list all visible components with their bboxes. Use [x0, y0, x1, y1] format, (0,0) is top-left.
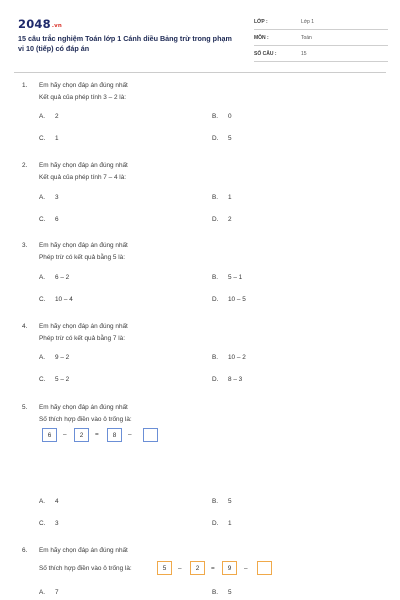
number-box: 5	[157, 561, 172, 575]
option-text: 1	[55, 135, 59, 142]
equals-sign: =	[211, 565, 215, 572]
option-letter: C.	[39, 376, 46, 383]
meta-label: LỚP :	[254, 19, 268, 25]
question-prompt: Em hãy chọn đáp án đúng nhất	[39, 323, 128, 330]
number-box: 9	[222, 561, 237, 575]
option-text: 8 – 3	[228, 376, 243, 383]
question-number: 4.	[22, 323, 28, 330]
meta-label: SỐ CÂU :	[254, 51, 277, 57]
option-letter: C.	[39, 135, 46, 142]
option-letter: B.	[212, 113, 219, 120]
option-text: 3	[55, 194, 59, 201]
number-box: 2	[74, 428, 89, 442]
option-letter: D.	[212, 296, 219, 303]
number-box: 6	[42, 428, 57, 442]
option-text: 0	[228, 113, 232, 120]
option-letter: B.	[212, 354, 219, 361]
option-text: 2	[55, 113, 59, 120]
option-text: 1	[228, 520, 232, 527]
meta-label: MÔN :	[254, 35, 269, 41]
question-prompt: Em hãy chọn đáp án đúng nhất	[39, 547, 128, 554]
meta-value: 15	[301, 51, 307, 57]
question-text: Kết quả của phép tính 3 – 2 là:	[39, 94, 127, 101]
minus-sign: –	[244, 565, 248, 572]
question-prompt: Em hãy chọn đáp án đúng nhất	[39, 242, 128, 249]
number-box: 2	[190, 561, 205, 575]
minus-sign: –	[63, 431, 67, 438]
logo-text: 2048	[18, 17, 51, 31]
option-letter: C.	[39, 520, 46, 527]
option-letter: A.	[39, 274, 46, 281]
option-text: 5	[228, 498, 232, 505]
equals-sign: =	[95, 431, 99, 438]
option-text: 5 – 2	[55, 376, 70, 383]
option-text: 3	[55, 520, 59, 527]
question-text: Số thích hợp điền vào ô trống là:	[39, 416, 132, 423]
question-text: Kết quả của phép tính 7 – 4 là:	[39, 174, 127, 181]
document-title: 15 câu trắc nghiệm Toán lớp 1 Cánh diều Bảng trừ trong phạm vi 10 (tiếp) có đáp án	[18, 34, 232, 53]
question-number: 1.	[22, 82, 28, 89]
option-letter: B.	[212, 194, 219, 201]
answer-blank[interactable]	[143, 428, 158, 442]
option-letter: D.	[212, 135, 219, 142]
option-text: 5 – 1	[228, 274, 243, 281]
option-letter: B.	[212, 274, 219, 281]
meta-value: Lớp 1	[301, 19, 315, 25]
option-text: 10 – 4	[55, 296, 73, 303]
minus-sign: –	[128, 431, 132, 438]
meta-value: Toán	[301, 35, 312, 41]
question-prompt: Em hãy chọn đáp án đúng nhất	[39, 82, 128, 89]
question-number: 3.	[22, 242, 28, 249]
question-prompt: Em hãy chọn đáp án đúng nhất	[39, 162, 128, 169]
option-text: 10 – 2	[228, 354, 246, 361]
option-text: 2	[228, 216, 232, 223]
question-number: 2.	[22, 162, 28, 169]
question-text: Phép trừ có kết quả bằng 7 là:	[39, 335, 125, 342]
option-letter: D.	[212, 376, 219, 383]
option-letter: A.	[39, 589, 46, 596]
question-prompt: Em hãy chọn đáp án đúng nhất	[39, 404, 128, 411]
question-text: Phép trừ có kết quả bằng 5 là:	[39, 254, 125, 261]
option-letter: A.	[39, 113, 46, 120]
option-letter: B.	[212, 589, 219, 596]
option-text: 7	[55, 589, 59, 596]
option-letter: A.	[39, 498, 46, 505]
option-text: 9 – 2	[55, 354, 70, 361]
option-text: 5	[228, 589, 232, 596]
option-text: 4	[55, 498, 59, 505]
question-number: 5.	[22, 404, 28, 411]
option-text: 1	[228, 194, 232, 201]
option-letter: C.	[39, 296, 46, 303]
option-letter: C.	[39, 216, 46, 223]
option-text: 10 – 5	[228, 296, 246, 303]
answer-blank[interactable]	[257, 561, 272, 575]
option-text: 5	[228, 135, 232, 142]
number-box: 8	[107, 428, 122, 442]
option-letter: B.	[212, 498, 219, 505]
option-letter: A.	[39, 354, 46, 361]
question-number: 6.	[22, 547, 28, 554]
question-text: Số thích hợp điền vào ô trống là:	[39, 565, 132, 572]
option-letter: D.	[212, 216, 219, 223]
minus-sign: –	[178, 565, 182, 572]
option-text: 6	[55, 216, 59, 223]
option-letter: A.	[39, 194, 46, 201]
logo-suffix: .vn	[51, 23, 63, 29]
option-text: 6 – 2	[55, 274, 70, 281]
option-letter: D.	[212, 520, 219, 527]
